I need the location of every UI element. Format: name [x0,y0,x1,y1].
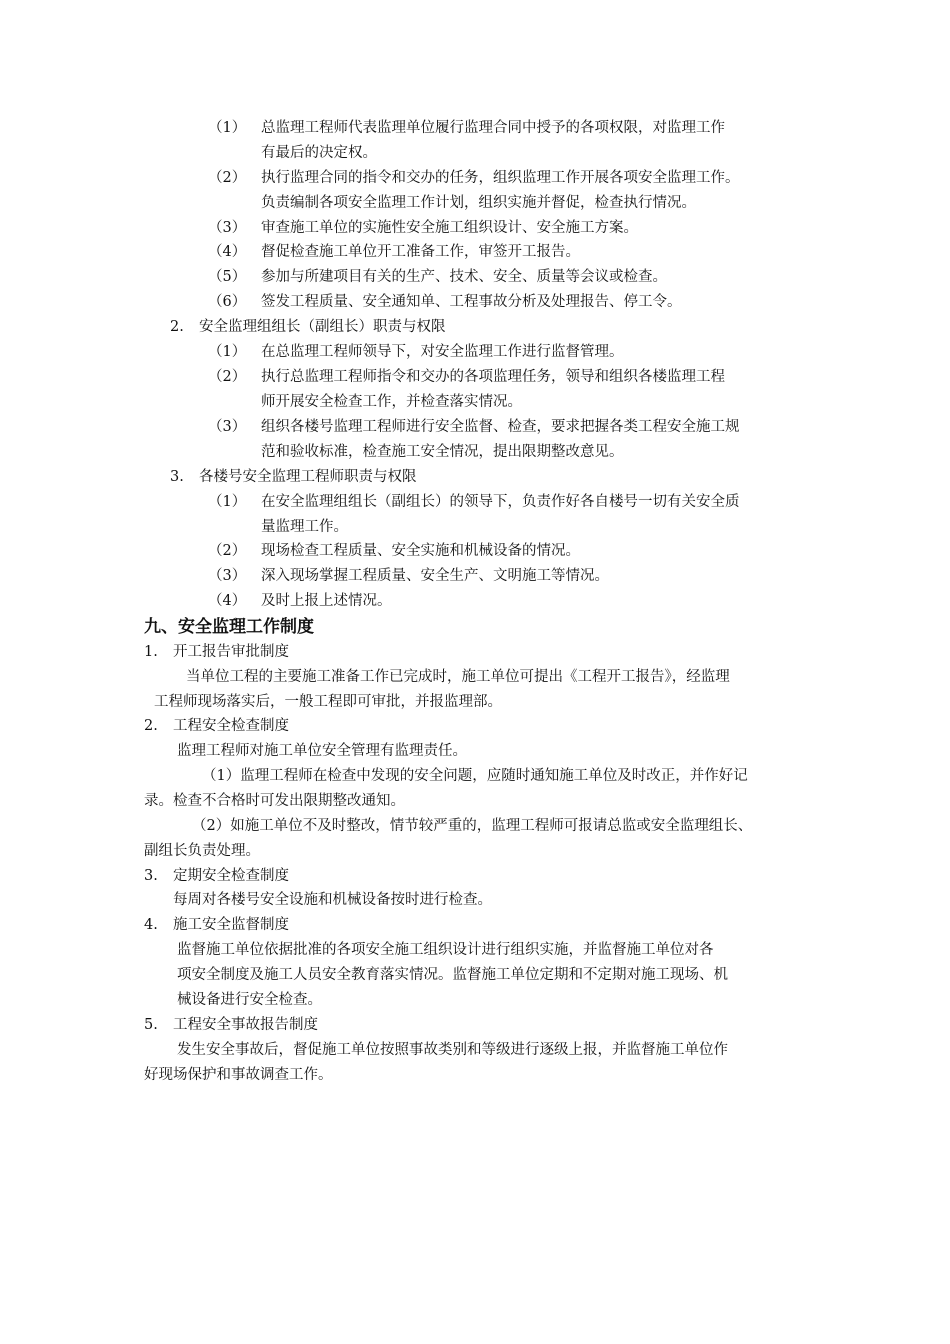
subsection-title: 各楼号安全监理工程师职责与权限 [199,469,417,485]
list-item-text: 督促检查施工单位开工准备工作，审签开工报告。 [261,244,580,260]
list-item-text: 签发工程质量、安全通知单、工程事故分析及处理报告、停工令。 [261,294,682,310]
list-item-text: 执行总监理工程师指令和交办的各项监理任务，领导和组织各楼监理工程 [261,369,725,385]
subsection-title: 开工报告审批制度 [173,644,289,660]
list-item-number: （3） [208,220,247,236]
list-item-number: （2） [208,170,247,186]
list-item-number: （3） [208,419,247,435]
list-item-text: 总监理工程师代表监理单位履行监理合同中授予的各项权限，对监理工作 [261,120,725,136]
subsection-number: 2. [144,718,158,734]
list-item-number: （1） [208,120,247,136]
paragraph-line: 械设备进行安全检查。 [177,992,322,1008]
section-heading: 九、安全监理工作制度 [144,617,314,637]
list-item-text: 负责编制各项安全监理工作计划，组织实施并督促，检查执行情况。 [261,195,696,211]
list-item-text: 执行监理合同的指令和交办的任务，组织监理工作开展各项安全监理工作。 [261,170,740,186]
list-item-number: （1） [208,494,247,510]
subsection-title: 安全监理组组长（副组长）职责与权限 [199,319,446,335]
list-item-number: （3） [208,568,247,584]
list-item-number: （2） [208,369,247,385]
paragraph-line: 当单位工程的主要施工准备工作已完成时，施工单位可提出《工程开工报告》，经监理 [186,669,730,685]
subsection-number: 3. [170,469,184,485]
paragraph-line: （2）如施工单位不及时整改，情节较严重的，监理工程师可报请总监或安全监理组长、 [192,818,753,834]
paragraph-line: 发生安全事故后，督促施工单位按照事故类别和等级进行逐级上报，并监督施工单位作 [177,1042,728,1058]
list-item-text: 审查施工单位的实施性安全施工组织设计、安全施工方案。 [261,220,638,236]
list-item-text: 现场检查工程质量、安全实施和机械设备的情况。 [261,543,580,559]
list-item-text: 深入现场掌握工程质量、安全生产、文明施工等情况。 [261,568,609,584]
list-item-number: （6） [208,294,247,310]
paragraph-line: 录。检查不合格时可发出限期整改通知。 [144,793,405,809]
list-item-text: 组织各楼号监理工程师进行安全监督、检查，要求把握各类工程安全施工规 [261,419,740,435]
list-item-text: 量监理工作。 [261,519,348,535]
list-item-text: 在总监理工程师领导下，对安全监理工作进行监督管理。 [261,344,624,360]
subsection-title: 施工安全监督制度 [173,917,289,933]
list-item-number: （4） [208,244,247,260]
subsection-title: 工程安全检查制度 [173,718,289,734]
paragraph-line: 监理工程师对施工单位安全管理有监理责任。 [177,743,467,759]
subsection-number: 4. [144,917,158,933]
paragraph-line: 工程师现场落实后，一般工程即可审批，并报监理部。 [154,694,502,710]
list-item-text: 参加与所建项目有关的生产、技术、安全、质量等会议或检查。 [261,269,667,285]
list-item-number: （5） [208,269,247,285]
paragraph-line: 好现场保护和事故调查工作。 [144,1067,333,1083]
paragraph-line: 每周对各楼号安全设施和机械设备按时进行检查。 [173,892,492,908]
paragraph-line: 项安全制度及施工人员安全教育落实情况。监督施工单位定期和不定期对施工现场、机 [177,967,728,983]
list-item-text: 在安全监理组组长（副组长）的领导下，负责作好各自楼号一切有关安全质 [261,494,740,510]
subsection-number: 5. [144,1017,158,1033]
list-item-text: 师开展安全检查工作，并检查落实情况。 [261,394,522,410]
subsection-title: 工程安全事故报告制度 [173,1017,318,1033]
paragraph-line: （1）监理工程师在检查中发现的安全问题，应随时通知施工单位及时改正，并作好记 [202,768,748,784]
subsection-number: 3. [144,868,158,884]
list-item-text: 有最后的决定权。 [261,145,377,161]
list-item-number: （2） [208,543,247,559]
list-item-text: 范和验收标准，检查施工安全情况，提出限期整改意见。 [261,444,624,460]
subsection-number: 1. [144,644,158,660]
paragraph-line: 监督施工单位依据批准的各项安全施工组织设计进行组织实施，并监督施工单位对各 [177,942,714,958]
subsection-title: 定期安全检查制度 [173,868,289,884]
list-item-number: （1） [208,344,247,360]
list-item-text: 及时上报上述情况。 [261,593,392,609]
subsection-number: 2. [170,319,184,335]
paragraph-line: 副组长负责处理。 [144,843,260,859]
list-item-number: （4） [208,593,247,609]
